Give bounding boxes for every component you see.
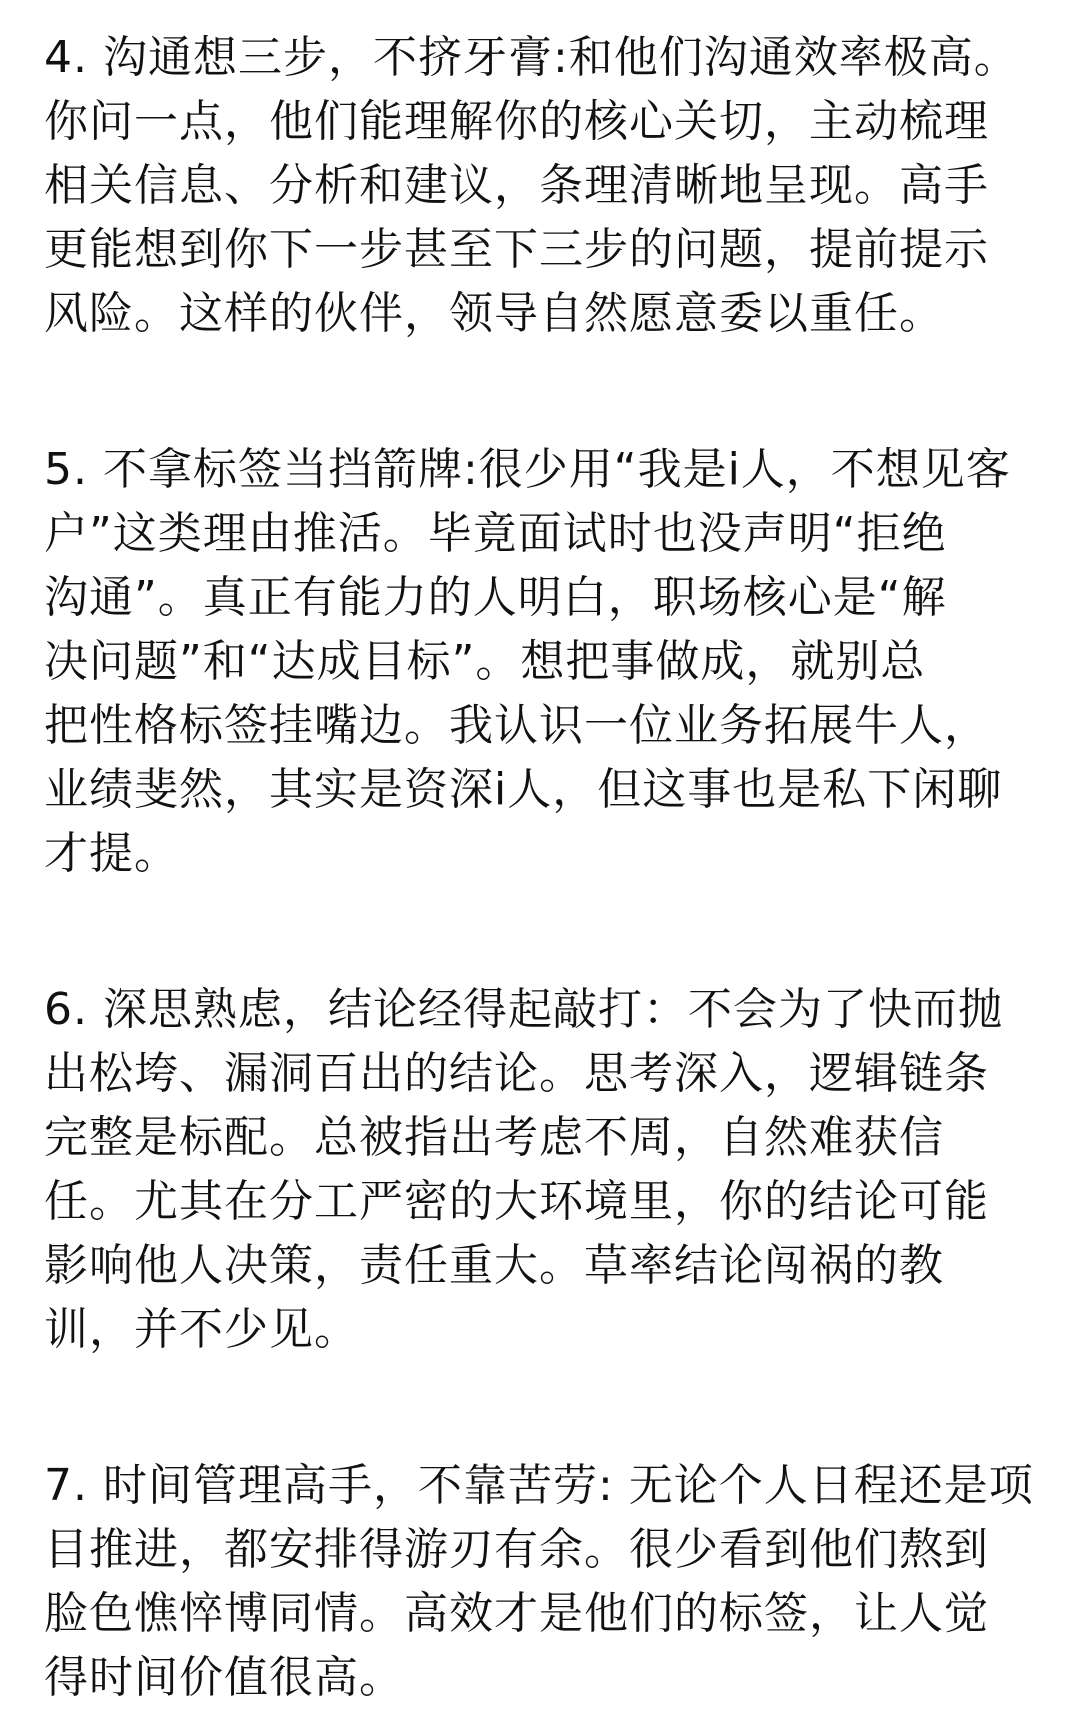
text-line: 影响他人决策，责任重大。草率结论闯祸的教: [44, 1240, 944, 1291]
paragraph-4-communication: [44, 26, 1040, 346]
text-line: 风险。这样的伙伴，领导自然愿意委以重任。: [44, 288, 944, 339]
text-line: 把性格标签挂嘴边。我认识一位业务拓展牛人，: [44, 700, 989, 751]
text-line: 训，并不少见。: [44, 1304, 359, 1355]
text-line: 相关信息、分析和建议，条理清晰地呈现。高手: [44, 160, 989, 211]
text-line: 你问一点，他们能理解你的核心关切，主动梳理: [44, 96, 989, 147]
text-line: 业绩斐然，其实是资深i人，但这事也是私下闲聊: [44, 764, 1003, 815]
text-line: 出松垮、漏洞百出的结论。思考深入，逻辑链条: [44, 1048, 989, 1099]
paragraph-6-conclusions: [44, 978, 1040, 1362]
text-line: 5. 不拿标签当挡箭牌:很少用“我是i人，不想见客: [44, 444, 1011, 495]
text-line: 任。尤其在分工严密的大环境里，你的结论可能: [44, 1176, 989, 1227]
text-line: 沟通”。真正有能力的人明白，职场核心是“解: [44, 572, 947, 623]
text-line: 4. 沟通想三步，不挤牙膏:和他们沟通效率极高。: [44, 32, 1019, 83]
paragraph-5-labels: [44, 438, 1040, 886]
text-line: 户”这类理由推活。毕竟面试时也没声明“拒绝: [44, 508, 947, 559]
text-line: 得时间价值很高。: [44, 1652, 404, 1703]
text-line: 6. 深思熟虑，结论经得起敲打：不会为了快而抛: [44, 984, 1003, 1035]
text-line: 完整是标配。总被指出考虑不周，自然难获信: [44, 1112, 944, 1163]
text-line: 目推进，都安排得游刃有余。很少看到他们熬到: [44, 1524, 989, 1575]
text-line: 更能想到你下一步甚至下三步的问题，提前提示: [44, 224, 989, 275]
text-line: 脸色憔悴博同情。高效才是他们的标签，让人觉: [44, 1588, 989, 1639]
text-line: 决问题”和“达成目标”。想把事做成，就别总: [44, 636, 926, 687]
paragraph-7-time-management: [44, 1454, 1040, 1710]
text-line: 才提。: [44, 828, 179, 879]
text-line: 7. 时间管理高手，不靠苦劳: 无论个人日程还是项: [44, 1460, 1034, 1511]
